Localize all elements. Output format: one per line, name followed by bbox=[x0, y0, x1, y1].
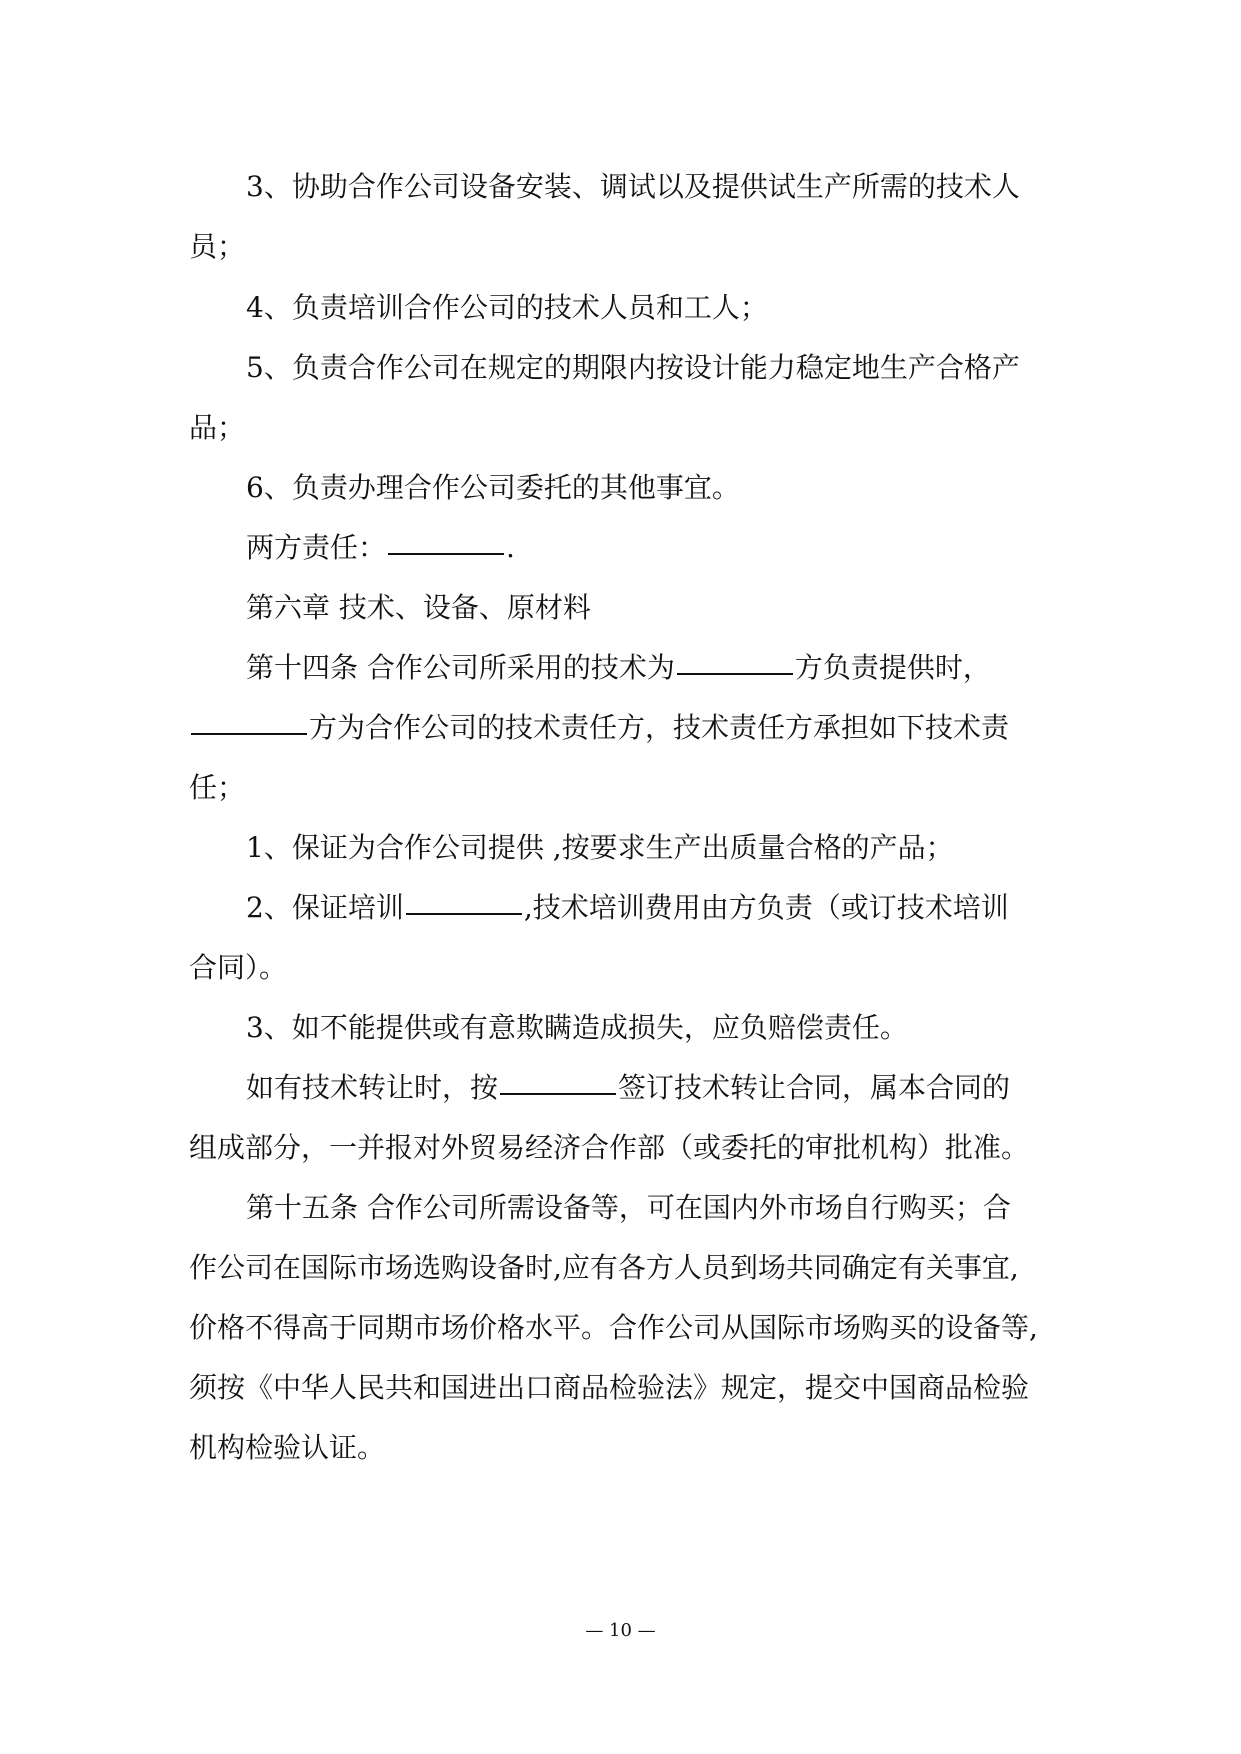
article-14 bbox=[0, 643, 1241, 693]
text: 价格不得高于同期市场价格水平。合作公司从国际市场购买的设备等, bbox=[189, 1311, 1038, 1344]
paragraph-duty-3 bbox=[0, 162, 1241, 212]
text: 6、负责办理合作公司委托的其他事宜。 bbox=[246, 471, 740, 504]
article-15 bbox=[0, 1183, 1241, 1233]
text: 员； bbox=[189, 230, 246, 263]
text: 组成部分，一并报对外贸易经济合作部（或委托的审批机构）批准。 bbox=[189, 1131, 1030, 1164]
article-14-cont-2 bbox=[0, 763, 1241, 813]
article-14-line bbox=[246, 643, 991, 693]
blank-field bbox=[191, 703, 307, 735]
article-15-cont-2 bbox=[0, 1303, 1241, 1353]
label: 两方责任： bbox=[246, 531, 387, 564]
text: 机构检验认证。 bbox=[189, 1431, 386, 1464]
paragraph-both-responsibility bbox=[0, 523, 1241, 573]
text: 3、如不能提供或有意欺瞒造成损失，应负赔偿责任。 bbox=[246, 1011, 908, 1044]
paragraph-duty-3-cont bbox=[0, 222, 1241, 272]
text: 签订技术转让合同，属本合同的 bbox=[618, 1071, 1011, 1104]
paragraph-duty-6 bbox=[0, 463, 1241, 513]
transfer-line bbox=[246, 1063, 1010, 1113]
chapter-heading bbox=[0, 583, 1241, 633]
text: 2、保证培训 bbox=[246, 891, 404, 924]
text: 5、负责合作公司在规定的期限内按设计能力稳定地生产合格产 bbox=[246, 351, 1020, 384]
text: 如有技术转让时，按 bbox=[246, 1071, 499, 1104]
blank-field bbox=[406, 883, 522, 915]
text: 品； bbox=[189, 411, 246, 444]
tech-duty-1 bbox=[0, 823, 1241, 873]
blank-field bbox=[500, 1063, 616, 1095]
article-14-line-2 bbox=[189, 703, 1009, 753]
text: 3、协助合作公司设备安装、调试以及提供试生产所需的技术人 bbox=[246, 170, 1020, 203]
tech-duty-2 bbox=[0, 883, 1241, 933]
paragraph-duty-5-cont bbox=[0, 403, 1241, 453]
text: 第十四条 合作公司所采用的技术为 bbox=[246, 651, 675, 684]
text: 作公司在国际市场选购设备时,应有各方人员到场共同确定有关事宜, bbox=[189, 1251, 1019, 1284]
article-15-cont-4 bbox=[0, 1423, 1241, 1473]
tech-duty-2-line bbox=[246, 883, 1009, 933]
transfer-paragraph bbox=[0, 1063, 1241, 1113]
text: ,技术培训费用由方负责（或订技术培训 bbox=[523, 891, 1009, 924]
article-15-cont-3 bbox=[0, 1363, 1241, 1413]
text: 第六章 技术、设备、原材料 bbox=[246, 591, 591, 624]
paragraph-duty-4 bbox=[0, 283, 1241, 333]
text: 任； bbox=[189, 771, 246, 804]
text: 方负责提供时， bbox=[794, 651, 991, 684]
both-line bbox=[246, 523, 515, 573]
blank-field bbox=[388, 523, 504, 555]
article-14-cont bbox=[0, 703, 1241, 753]
paragraph-duty-5 bbox=[0, 343, 1241, 393]
page-number: — 10 — bbox=[585, 1620, 656, 1641]
text: 第十五条 合作公司所需设备等，可在国内外市场自行购买；合 bbox=[246, 1191, 1011, 1224]
article-15-cont-1 bbox=[0, 1243, 1241, 1293]
blank-field bbox=[677, 643, 793, 675]
tech-duty-2-cont bbox=[0, 943, 1241, 993]
text: 合同）。 bbox=[189, 951, 288, 984]
transfer-paragraph-cont bbox=[0, 1123, 1241, 1173]
text: 4、负责培训合作公司的技术人员和工人； bbox=[246, 291, 768, 324]
text: 须按《中华人民共和国进出口商品检验法》规定，提交中国商品检验 bbox=[189, 1371, 1030, 1404]
tech-duty-3 bbox=[0, 1003, 1241, 1053]
text: 1、保证为合作公司提供 ,按要求生产出质量合格的产品； bbox=[246, 831, 954, 864]
text: 方为合作公司的技术责任方，技术责任方承担如下技术责 bbox=[309, 711, 1010, 744]
end: . bbox=[506, 531, 515, 564]
